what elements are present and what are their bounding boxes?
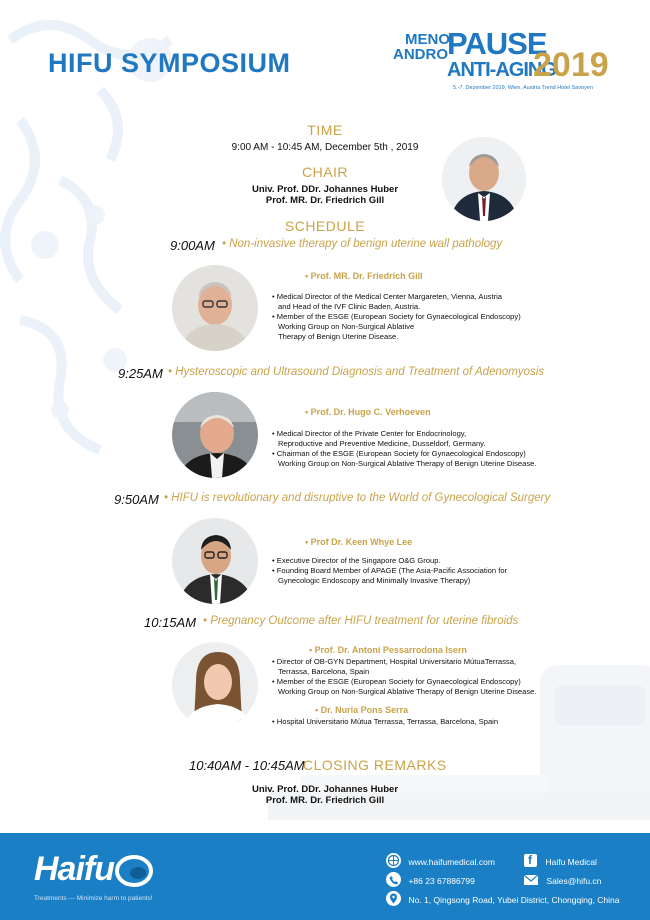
speaker-name: • Prof. Dr. Antoni Pessarrodona Isern [309,645,467,655]
speaker-photo [172,642,258,728]
schedule-topic: • HIFU is revolutionary and disruptive to the World of Gynecological Surgery [164,492,551,504]
location-pin-icon [386,891,401,906]
closing-time: 10:40AM - 10:45AM [189,758,305,773]
bio-line: • Executive Director of the Singapore O&G Group. [272,556,441,565]
speaker-name: • Prof Dr. Keen Whye Lee [305,537,413,547]
footer-website[interactable] [386,852,495,870]
speaker-photo [172,518,258,604]
logo-pause-text: PAUSE [447,26,547,61]
speaker-name: • Dr. Nuria Pons Serra [315,705,409,715]
footer-email[interactable] [524,871,601,889]
chair-name: Prof. MR. Dr. Friedrich Gill [265,195,385,206]
footer [0,833,650,920]
speaker-name: • Prof. Dr. Hugo C. Verhoeven [305,407,431,417]
bio-line: Therapy of Benign Uterine Disease. [278,332,399,341]
bio-line: and Head of the IVF Clinic Baden, Austria. [278,302,421,311]
schedule-heading: SCHEDULE [284,218,366,234]
bio-line: • Medical Director of the Private Center for Endocrinology, [272,429,467,438]
bio-line: • Member of the ESGE (European Society for Gynaecological Endoscopy) [272,312,521,321]
bio-line: Reproductive and Preventive Medicine, Dusseldorf, Germany. [278,439,486,448]
haifu-swoosh-icon [114,853,154,889]
speaker-bio [272,292,521,342]
phone-text: +86 23 67886799 [408,876,475,886]
logo-anti-aging-text: ANTI-AGING [447,59,556,81]
bio-line: Working Group on Non-Surgical Ablative Therapy of Benign Uterine Disease. [278,687,537,696]
chair-photo [442,137,526,221]
phone-icon [386,872,401,887]
bio-line: Working Group on Non-Surgical Ablative Therapy of Benign Uterine Disease. [278,459,537,468]
schedule-time: 9:00AM [170,238,215,253]
bio-line: Gynecologic Endoscopy and Minimally Invasive Therapy) [278,576,471,585]
speaker-name: • Prof. MR. Dr. Friedrich Gill [305,271,423,281]
bio-line: • Hospital Universitario Mútua Terrassa, Terrassa, Barcelona, Spain [272,717,499,726]
facebook-text: Haifu Medical [545,857,597,867]
globe-icon [386,853,401,868]
chair-name: Univ. Prof. DDr. Johannes Huber [251,184,399,195]
bio-line: • Director of OB-GYN Department, Hospital Universitario MútuaTerrassa, [272,657,517,666]
bio-line: Working Group on Non-Surgical Ablative [278,322,415,331]
footer-phone[interactable] [386,871,475,889]
conference-logo [393,26,615,100]
footer-facebook[interactable] [524,852,597,870]
speaker-bio [272,429,536,469]
bio-line: • Member of the ESGE (European Society for Gynaecological Endoscopy) [272,677,521,686]
website-text: www.haifumedical.com [408,857,495,867]
logo-meno-text: MENO [405,31,450,48]
closing-label: CLOSING REMARKS [303,757,447,773]
haifu-logo-text: Haifu [34,850,114,888]
email-text: Sales@hifu.cn [546,876,602,886]
speaker-bio [272,717,498,727]
speaker-photo [172,265,258,351]
bio-line: • Founding Board Member of APAGE (The Asia-Pacific Association for [272,566,508,575]
speaker-bio [272,657,536,697]
chair-heading: CHAIR [301,164,349,180]
schedule-topic: • Non-invasive therapy of benign uterine wall pathology [222,238,503,250]
schedule-time: 9:25AM [118,366,163,381]
footer-address [386,890,620,908]
schedule-topic: • Pregnancy Outcome after HIFU treatment for uterine fibroids [203,615,519,627]
bio-line: Terrassa, Barcelona, Spain [278,667,370,676]
footer-tagline: Treatments --- Minimize harm to patients! [34,895,153,902]
logo-andro-text: ANDRO [393,46,448,63]
speaker-photo [172,392,258,478]
bio-line: • Medical Director of the Medical Center Margareten, Vienna, Austria [272,292,503,301]
address-text: No. 1, Qingsong Road, Yubei District, Chongqing, China [408,895,620,905]
logo-year-text: 2019 [533,46,609,84]
bio-line: • Chairman of the ESGE (European Society for Gynaecological Endoscopy) [272,449,526,458]
closing-name: Prof. MR. Dr. Friedrich Gill [265,795,385,806]
page-title: HIFU SYMPOSIUM [48,48,291,78]
email-icon [524,875,538,885]
time-heading: TIME [307,122,343,138]
schedule-time: 9:50AM [114,492,159,507]
speaker-bio [272,556,507,586]
schedule-time: 10:15AM [144,615,197,630]
closing-name: Univ. Prof. DDr. Johannes Huber [251,784,399,795]
facebook-icon: f [524,854,537,867]
time-value: 9:00 AM - 10:45 AM, December 5th , 2019 [231,142,419,153]
logo-subtitle: 5.-7. Dezember 2019, Wien, Austria Trend Hotel Savoyen [453,85,594,91]
schedule-topic: • Hysteroscopic and Ultrasound Diagnosis and Treatment of Adenomyosis [168,366,545,378]
